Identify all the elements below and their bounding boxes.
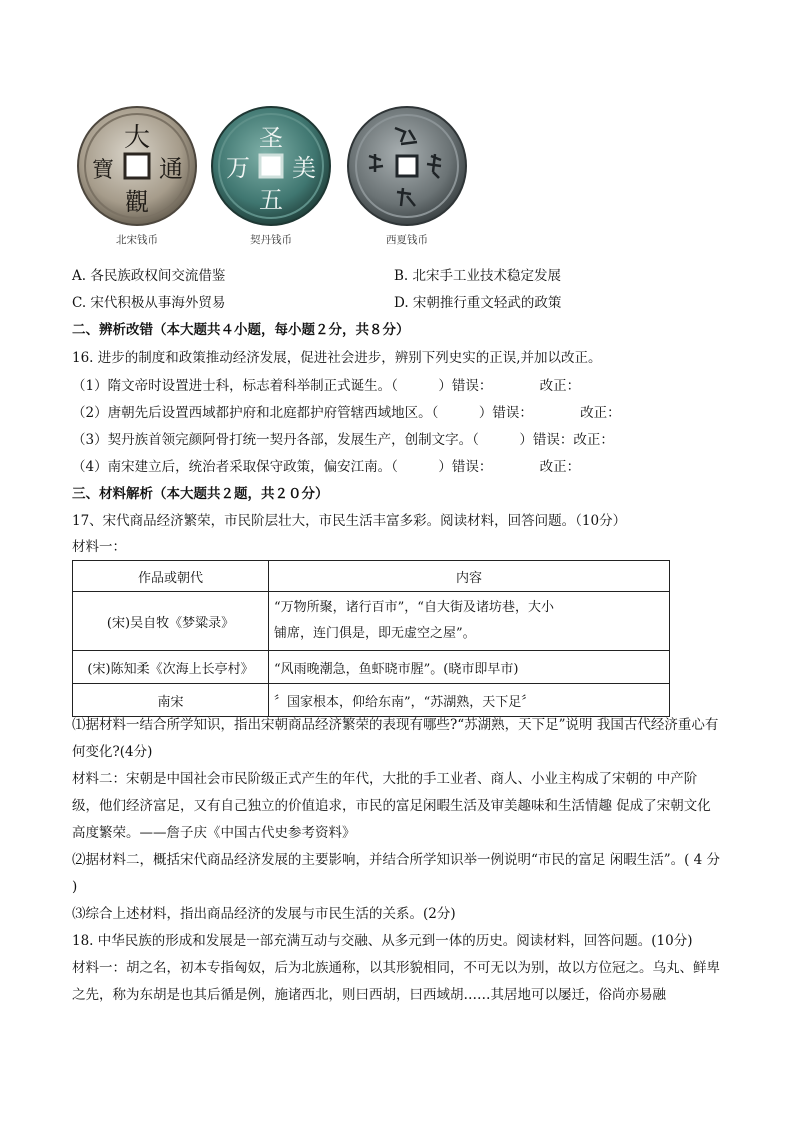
question-18-material-1: 材料一：胡之名，初本专指匈奴，后为北族通称，以其形貌相同，不可无以为别，故以方位冠之。乌丸、鲜卑之先，称为东胡是也其后循是例，施诸西北，则曰西胡，曰西域胡……其居地可以屡迁，俗尚亦易融: [72, 960, 720, 1003]
table-cell-content-line: “万物所聚，诸行百市”，“自大街及诸坊巷，大小: [274, 600, 554, 615]
coin-northern-song-image: [73, 104, 201, 226]
coin1-char-bottom: 觀: [125, 188, 149, 216]
table-header-row: [73, 561, 670, 592]
material1-label: 材料一：: [72, 539, 126, 555]
question-17: 17、宋代商品经济繁荣，市民阶层壮大，市民生活丰富多彩。阅读材料，回答问题。（10分）: [72, 513, 627, 529]
question-17-3: ⑶综合上述材料，指出商品经济的发展与市民生活的关系。(2分): [72, 906, 456, 922]
coin2-char-left: 万: [226, 154, 250, 182]
coin1-char-top: 大: [123, 123, 151, 153]
table-cell-source: 南宋: [73, 684, 269, 717]
question-16: 16. 进步的制度和政策推动经济发展，促进社会进步，辨别下列史实的正误,并加以改正。: [72, 350, 602, 366]
question-17-2: ⑵据材料二，概括宋代商品经济发展的主要影响，并结合所学知识举一例说明“市民的富足 闲暇生活”。( 4 分 ): [72, 852, 721, 895]
table-header-source: 作品或朝代: [73, 561, 269, 592]
table-row: [73, 651, 670, 684]
coin-western-xia-image: [343, 104, 471, 226]
question-18: 18. 中华民族的形成和发展是一部充满互动与交融、从多元到一体的历史。阅读材料，回答问题。(10分): [72, 933, 693, 949]
coin2-char-top: 圣: [259, 124, 283, 152]
table-cell-source: (宋)陈知柔《次海上长亭村》: [73, 651, 269, 684]
table-cell-content: 〞国家根本，仰给东南”，“苏湖熟，天下足〞: [269, 684, 670, 717]
coin-caption-khitan: 契丹钱币: [250, 234, 292, 246]
material-2: 材料二：宋朝是中国社会市民阶级正式产生的年代，大批的手工业者、商人、小业主构成了宋朝的 中产阶级，他们经济富足，又有自己独立的价值追求，市民的富足闲暇生活及审美趣味和生活情趣 促成了宋朝文化高度繁荣。——詹子庆《中国古代史参考资料》: [72, 771, 711, 841]
coin-northern-song: [72, 104, 202, 246]
table-cell-content-line: 铺席，连门俱是，即无虚空之屋”。: [274, 626, 476, 641]
option-d: D. 宋朝推行重文轻武的政策: [394, 295, 562, 311]
coin1-char-right: 通: [159, 155, 183, 183]
table-cell-content: “风雨晚潮急，鱼虾晓市腥”。(晓市即早市): [269, 651, 670, 684]
q16-item-1: （1）隋文帝时设置进士科，标志着科举制正式诞生。（ ）错误： 改正：: [72, 378, 581, 394]
q16-item-2: （2）唐朝先后设置西域都护府和北庭都护府管辖西域地区。（ ）错误： 改正：: [72, 405, 621, 421]
table-row: [73, 592, 670, 651]
q16-item-3: （3）契丹族首领完颜阿骨打统一契丹各部，发展生产，创制文字。（ ）错误：改正：: [72, 432, 614, 448]
section2-heading: 二、辨析改错（本大题共４小题，每小题２分，共８分）: [72, 322, 410, 338]
coin-western-xia: [342, 104, 472, 246]
table-cell-source: (宋)吴自牧《梦粱录》: [73, 592, 269, 651]
table-header-content: 内容: [269, 561, 670, 592]
coin-khitan-image: [207, 104, 335, 226]
coin2-char-bottom: 五: [259, 186, 283, 214]
table-cell-content: [269, 592, 670, 651]
question-17-1: ⑴据材料一结合所学知识，指出宋朝商品经济繁荣的表现有哪些?“苏湖熟，天下足”说明 我国古代经济重心有何变化?(4分): [72, 717, 719, 760]
coin-caption-northern-song: 北宋钱币: [116, 234, 158, 246]
coin1-char-left: 寶: [91, 158, 115, 183]
option-a: A. 各民族政权间交流借鉴: [72, 268, 226, 284]
option-c: C. 宋代积极从事海外贸易: [72, 295, 226, 311]
coin-figure: [72, 104, 472, 244]
q16-item-4: （4）南宋建立后，统治者采取保守政策，偏安江南。（ ）错误： 改正：: [72, 459, 581, 475]
coin-khitan: [206, 104, 336, 246]
section3-heading: 三、材料解析（本大题共２题，共２０分）: [72, 486, 329, 502]
option-b: B. 北宋手工业技术稳定发展: [394, 268, 562, 284]
coin2-char-right: 美: [292, 154, 316, 182]
coin-caption-western-xia: 西夏钱币: [386, 234, 428, 246]
material-table: [72, 560, 670, 717]
